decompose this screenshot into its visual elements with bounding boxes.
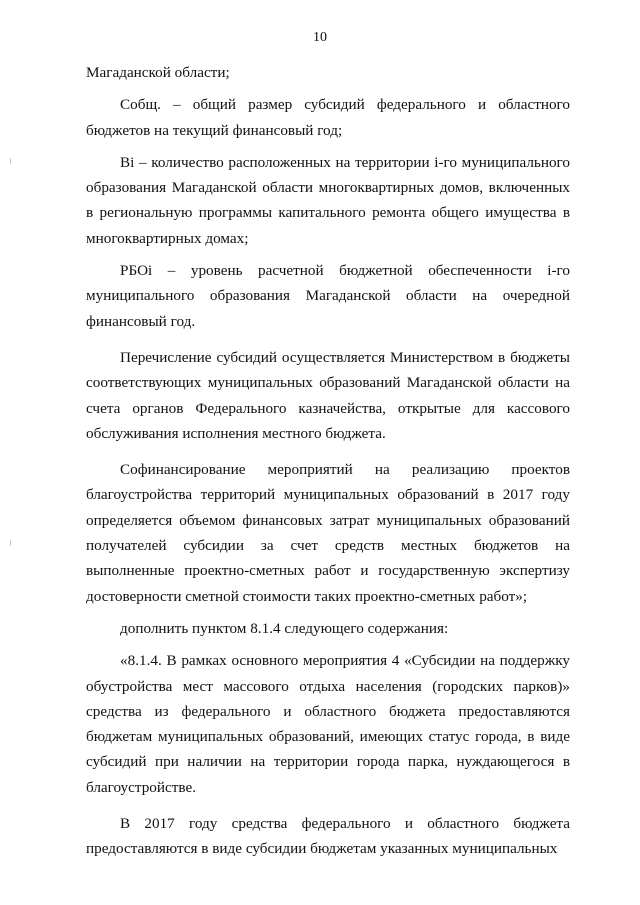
page-number: 10 (313, 30, 327, 45)
document-body (86, 60, 570, 862)
paragraph-item-8-1-4: «8.1.4. В рамках основного мероприятия 4 «Субсидии на поддержку обустройства мест массового отдыха населения (городских парков)» средства из федерального и областного бюджета предоставляются бюджетам муниципальных образований, имеющих статус города, в виде субсидий при наличии на территории города парка, нуждающегося в благоустройстве. (86, 652, 570, 796)
paragraph-2017-funding: В 2017 году средства федерального и областного бюджета предоставляются в виде субсидии бюджетам указанных муниципальных (86, 815, 570, 858)
paragraph-rboi-definition: РБОi – уровень расчетной бюджетной обеспеченности i-го муниципального образования Магаданской области на очередной финансовый год. (86, 262, 570, 330)
paragraph-continuation: Магаданской области; (86, 64, 230, 81)
paragraph-cofinancing: Софинансирование мероприятий на реализацию проектов благоустройства территорий муниципальных образований в 2017 году определяется объемом финансовых затрат муниципальных образований получателей субсидии за счет средств местных бюджетов на выполненные проектно-сметных работ и государственную экспертизу достоверности сметной стоимости таких проектно-сметных работ»; (86, 461, 570, 605)
paragraph-subsidy-transfer: Перечисление субсидий осуществляется Министерством в бюджеты соответствующих муниципальных образований Магаданской области на счета органов Федерального казначейства, открытые для кассового обслуживания исполнения местного бюджета. (86, 348, 570, 442)
margin-mark (10, 540, 11, 546)
paragraph-sobsch-definition: Собщ. – общий размер субсидий федерального и областного бюджетов на текущий финансовый год; (86, 96, 570, 139)
paragraph-bi-definition: Вi – количество расположенных на территории i-го муниципального образования Магаданской области многоквартирных домов, включенных в региональную программы капитального ремонта общего имущества в многоквартирных домах; (86, 153, 570, 247)
margin-mark (10, 158, 11, 164)
paragraph-amendment-intro: дополнить пунктом 8.1.4 следующего содержания: (120, 619, 449, 637)
